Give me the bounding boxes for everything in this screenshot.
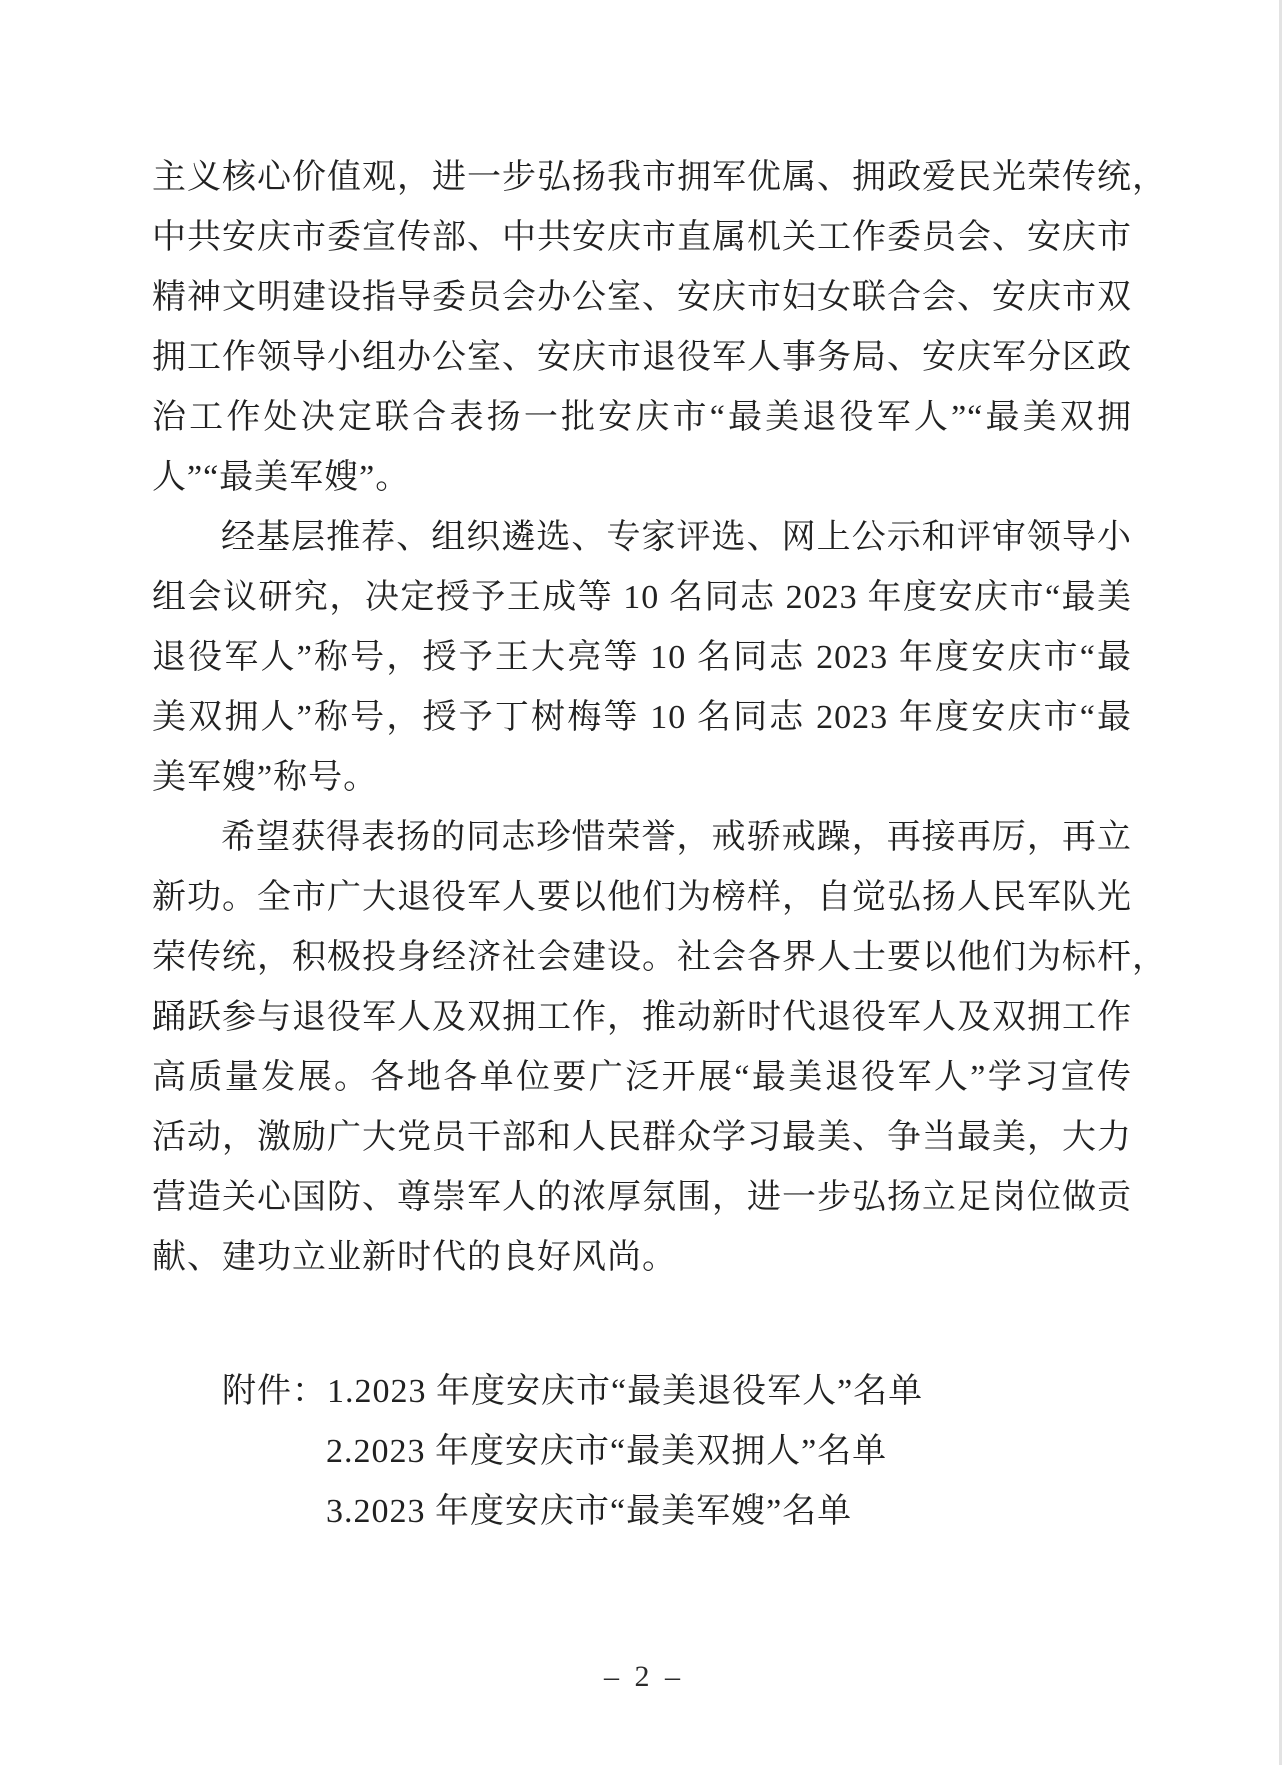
attachment-item: 2.2023 年度安庆市“最美双拥人”名单 [326,1433,888,1470]
document-body [152,148,1167,1288]
body-line: 献、建功立业新时代的良好风尚。 [152,1239,677,1276]
body-line: 活动，激励广大党员干部和人民群众学习最美、争当最美，大力 [152,1119,1132,1156]
attachment-line [152,1362,1132,1422]
attachment-item: 1.2023 年度安庆市“最美退役军人”名单 [327,1373,924,1410]
body-line: 治工作处决定联合表扬一批安庆市“最美退役军人”“最美双拥 [152,399,1132,436]
body-line: 主义核心价值观，进一步弘扬我市拥军优属、拥政爱民光荣传统， [152,159,1167,196]
attachment-item: 3.2023 年度安庆市“最美军嫂”名单 [326,1493,853,1530]
body-line: 营造关心国防、尊崇军人的浓厚氛围，进一步弘扬立足岗位做贡 [152,1179,1132,1216]
page-number: – 2 – [604,1660,680,1693]
body-line: 高质量发展。各地各单位要广泛开展“最美退役军人”学习宣传 [152,1059,1132,1096]
body-line: 精神文明建设指导委员会办公室、安庆市妇女联合会、安庆市双 [152,279,1132,316]
body-line: 人”“最美军嫂”。 [152,459,411,496]
scan-edge-line [1279,0,1282,1765]
attachments-list [152,1362,1132,1542]
body-line: 经基层推荐、组织遴选、专家评选、网上公示和评审领导小 [221,519,1132,556]
body-line: 组会议研究，决定授予王成等 10 名同志 2023 年度安庆市“最美 [152,579,1132,616]
body-line: 美军嫂”称号。 [152,759,379,796]
body-line: 中共安庆市委宣传部、中共安庆市直属机关工作委员会、安庆市 [152,219,1132,256]
body-line: 拥工作领导小组办公室、安庆市退役军人事务局、安庆军分区政 [152,339,1132,376]
body-line: 荣传统，积极投身经济社会建设。社会各界人士要以他们为标杆， [152,939,1167,976]
attachments-label: 附件： [222,1373,327,1410]
body-line: 新功。全市广大退役军人要以他们为榜样，自觉弘扬人民军队光 [152,879,1132,916]
body-line: 希望获得表扬的同志珍惜荣誉，戒骄戒躁，再接再厉，再立 [221,819,1132,856]
body-line: 踊跃参与退役军人及双拥工作，推动新时代退役军人及双拥工作 [152,999,1132,1036]
body-line: 美双拥人”称号，授予丁树梅等 10 名同志 2023 年度安庆市“最 [152,699,1132,736]
body-line: 退役军人”称号，授予王大亮等 10 名同志 2023 年度安庆市“最 [152,639,1132,676]
